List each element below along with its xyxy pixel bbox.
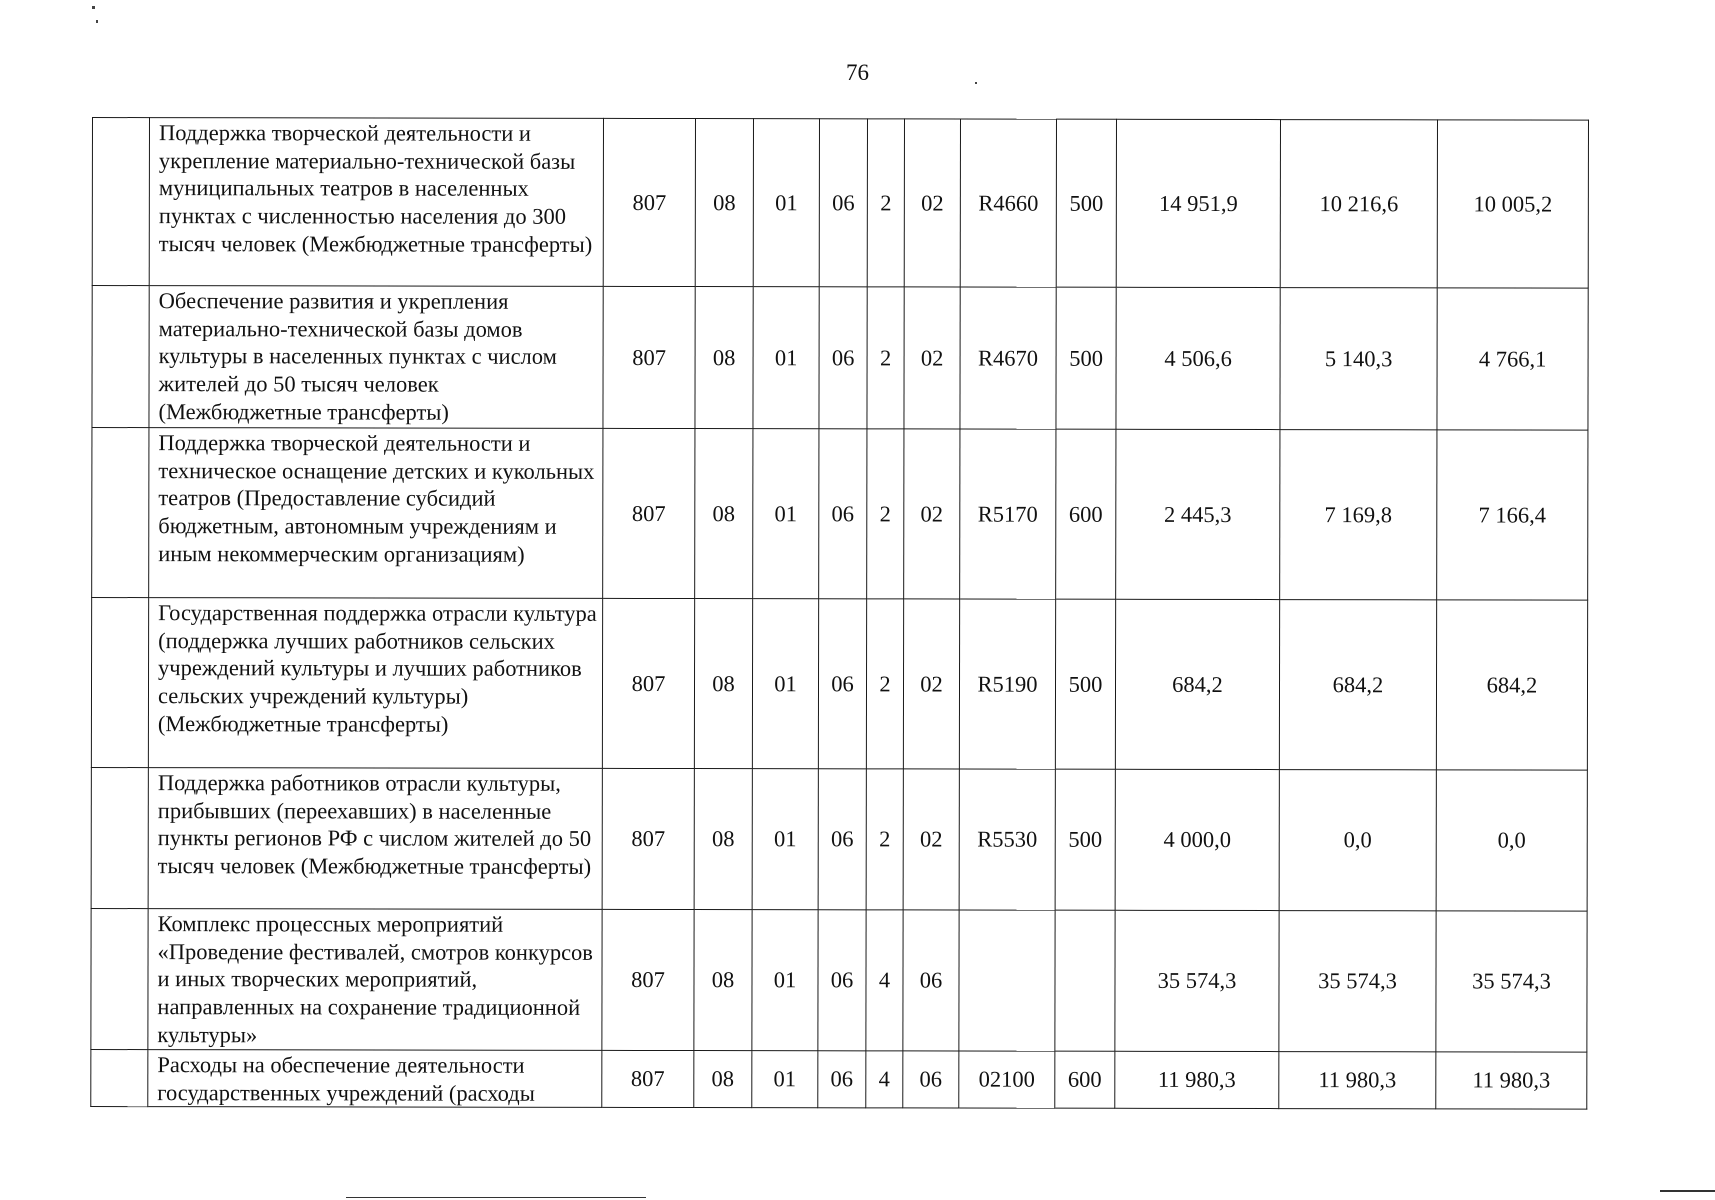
program-cell: 06	[818, 910, 866, 1051]
program-cell: 06	[819, 287, 867, 429]
direction-code-cell: R4670	[960, 287, 1056, 429]
event-cell: 06	[903, 1051, 959, 1109]
row-number-cell	[91, 598, 148, 768]
table-row	[92, 428, 1588, 601]
description-cell: Поддержка творческой деятельности и укрепление материально-технической базы муниципальных театров в населенных пунктах с численностью населения до 300 тысяч человек (Межбюджетные трансферты)	[149, 118, 603, 287]
subsection-cell: 01	[752, 1051, 818, 1109]
subsection-cell: 01	[753, 287, 819, 429]
direction-code-cell	[959, 910, 1055, 1051]
direction-code-cell: R4660	[960, 119, 1056, 287]
subsection-cell: 01	[753, 119, 819, 287]
table-row	[91, 598, 1587, 771]
amount-year3-cell: 4 766,1	[1437, 288, 1588, 430]
scan-speck	[975, 82, 977, 84]
subprogram-cell: 4	[866, 1051, 903, 1108]
amount-year1-cell: 14 951,9	[1116, 119, 1280, 287]
subsection-cell: 01	[752, 599, 818, 769]
description-cell: Поддержка работников отрасли культуры, прибывших (переехавших) в населенные пункты регионов РФ с числом жителей до 50 тысяч человек (Межбюджетные трансферты)	[148, 768, 602, 910]
table-row	[92, 286, 1588, 431]
ministry-code-cell: 807	[602, 909, 694, 1050]
subsection-cell: 01	[753, 429, 819, 599]
ministry-code-cell: 807	[602, 1050, 694, 1108]
subprogram-cell: 2	[867, 119, 904, 287]
page-number: 76	[846, 60, 869, 85]
amount-year2-cell: 7 169,8	[1280, 430, 1437, 600]
subsection-cell: 01	[752, 769, 818, 910]
event-cell: 06	[903, 910, 959, 1051]
description-cell: Поддержка творческой деятельности и техническое оснащение детских и кукольных театров (Предоставление субсидий бюджетным, автономным учреждениям и иным некоммерческим организациям)	[149, 428, 603, 599]
amount-year2-cell: 10 216,6	[1280, 120, 1437, 288]
table-row	[91, 767, 1587, 911]
program-cell: 06	[819, 119, 867, 287]
expense-type-cell: 500	[1056, 119, 1116, 287]
expense-type-cell	[1055, 910, 1115, 1051]
row-number-cell	[91, 767, 148, 908]
amount-year1-cell: 4 506,6	[1116, 287, 1280, 429]
table-row	[91, 1049, 1587, 1109]
amount-year3-cell: 10 005,2	[1437, 120, 1588, 288]
direction-code-cell: 02100	[959, 1051, 1055, 1109]
expense-type-cell: 500	[1055, 599, 1115, 769]
program-cell: 06	[818, 1051, 866, 1108]
event-cell: 02	[904, 119, 960, 287]
table-row	[91, 908, 1587, 1052]
section-cell: 08	[694, 1051, 752, 1109]
amount-year2-cell: 35 574,3	[1279, 911, 1436, 1052]
table-row	[92, 118, 1588, 289]
bottom-rule	[346, 1197, 646, 1198]
program-cell: 06	[819, 429, 867, 599]
scan-speck	[92, 6, 95, 9]
program-cell: 06	[818, 769, 866, 910]
program-cell: 06	[818, 599, 866, 769]
subsection-cell: 01	[752, 910, 818, 1051]
amount-year1-cell: 11 980,3	[1115, 1051, 1279, 1109]
expense-type-cell: 500	[1055, 769, 1115, 910]
amount-year2-cell: 684,2	[1279, 600, 1436, 770]
budget-table	[90, 117, 1589, 1110]
row-number-cell	[92, 286, 149, 428]
row-number-cell	[92, 428, 149, 598]
ministry-code-cell: 807	[603, 118, 695, 286]
expense-type-cell: 500	[1056, 287, 1116, 429]
ministry-code-cell: 807	[602, 768, 694, 909]
amount-year2-cell: 11 980,3	[1279, 1052, 1436, 1110]
section-cell: 08	[695, 429, 753, 599]
amount-year3-cell: 35 574,3	[1436, 911, 1587, 1052]
ministry-code-cell: 807	[603, 286, 695, 428]
amount-year3-cell: 684,2	[1436, 600, 1587, 770]
subprogram-cell: 4	[866, 910, 903, 1051]
event-cell: 02	[904, 287, 960, 429]
description-cell: Расходы на обеспечение деятельности государственных учреждений (расходы	[148, 1050, 602, 1108]
section-cell: 08	[695, 119, 753, 287]
description-cell: Комплекс процессных мероприятий «Проведение фестивалей, смотров конкурсов и иных творческих мероприятий, направленных на сохранение традиционной культуры»	[148, 909, 602, 1051]
subprogram-cell: 2	[866, 599, 903, 769]
description-cell: Государственная поддержка отрасли культура (поддержка лучших работников сельских учреждений культуры и лучших работников сельских учреждений культуры) (Межбюджетные трансферты)	[148, 598, 602, 769]
event-cell: 02	[903, 769, 959, 910]
amount-year1-cell: 2 445,3	[1116, 429, 1280, 599]
section-cell: 08	[694, 910, 752, 1051]
amount-year3-cell: 0,0	[1436, 770, 1587, 911]
amount-year1-cell: 684,2	[1115, 599, 1279, 769]
amount-year1-cell: 4 000,0	[1115, 769, 1279, 910]
subprogram-cell: 2	[867, 429, 904, 599]
amount-year1-cell: 35 574,3	[1115, 910, 1279, 1051]
bottom-rule-right	[1660, 1190, 1715, 1192]
direction-code-cell: R5530	[959, 769, 1055, 910]
amount-year2-cell: 0,0	[1279, 770, 1436, 911]
subprogram-cell: 2	[866, 769, 903, 910]
scan-speck	[96, 20, 98, 23]
description-cell: Обеспечение развития и укрепления материально-технической базы домов культуры в населенных пунктах с числом жителей до 50 тысяч человек (Межбюджетные трансферты)	[149, 286, 603, 429]
event-cell: 02	[904, 429, 960, 599]
direction-code-cell: R5170	[960, 429, 1056, 599]
amount-year2-cell: 5 140,3	[1280, 288, 1437, 430]
row-number-cell	[91, 1049, 148, 1107]
section-cell: 08	[694, 599, 752, 769]
row-number-cell	[91, 908, 148, 1049]
section-cell: 08	[694, 769, 752, 910]
ministry-code-cell: 807	[602, 598, 694, 768]
row-number-cell	[92, 118, 149, 286]
expense-type-cell: 600	[1055, 1051, 1115, 1109]
subprogram-cell: 2	[867, 287, 904, 429]
direction-code-cell: R5190	[959, 599, 1055, 769]
amount-year3-cell: 7 166,4	[1437, 430, 1588, 600]
event-cell: 02	[903, 599, 959, 769]
expense-type-cell: 600	[1056, 429, 1116, 599]
section-cell: 08	[695, 287, 753, 429]
ministry-code-cell: 807	[603, 428, 695, 598]
amount-year3-cell: 11 980,3	[1436, 1052, 1587, 1110]
